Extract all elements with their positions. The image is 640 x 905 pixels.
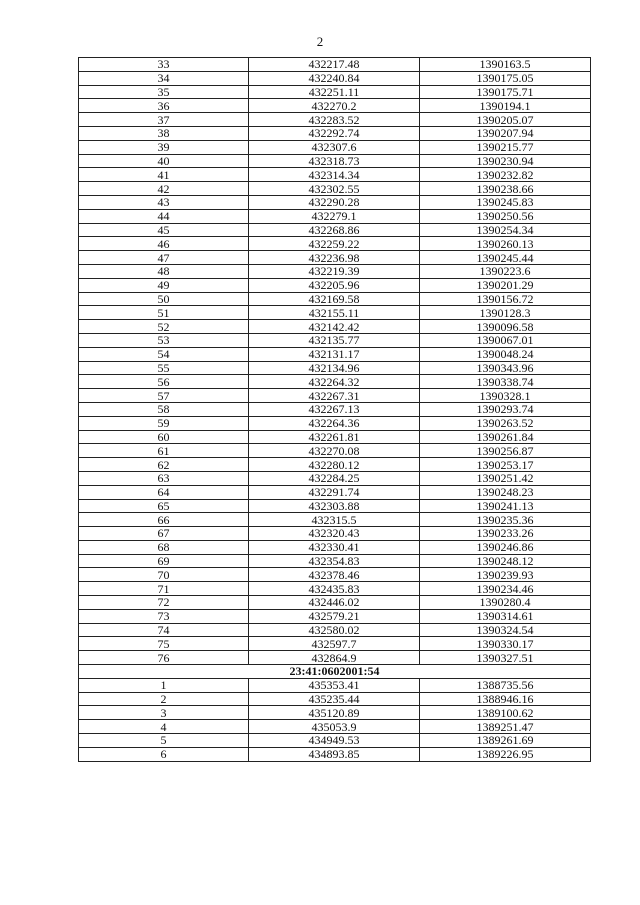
table-row xyxy=(79,347,591,361)
table-row xyxy=(79,637,591,651)
table-row xyxy=(79,375,591,389)
x-coordinate-cell: 432135.77 xyxy=(249,333,420,347)
x-coordinate-cell: 432446.02 xyxy=(249,596,420,610)
table-row xyxy=(79,113,591,127)
y-coordinate-cell: 1390175.05 xyxy=(420,71,591,85)
x-coordinate-cell: 432435.83 xyxy=(249,582,420,596)
x-coordinate-cell: 432354.83 xyxy=(249,554,420,568)
point-number-cell: 45 xyxy=(79,223,249,237)
table-row xyxy=(79,195,591,209)
y-coordinate-cell: 1390067.01 xyxy=(420,333,591,347)
y-coordinate-cell: 1390238.66 xyxy=(420,182,591,196)
point-number-cell: 62 xyxy=(79,458,249,472)
point-number-cell: 47 xyxy=(79,251,249,265)
table-row xyxy=(79,320,591,334)
x-coordinate-cell: 432268.86 xyxy=(249,223,420,237)
x-coordinate-cell: 432217.48 xyxy=(249,58,420,72)
y-coordinate-cell: 1390263.52 xyxy=(420,416,591,430)
point-number-cell: 63 xyxy=(79,471,249,485)
point-number-cell: 65 xyxy=(79,499,249,513)
table-row xyxy=(79,747,591,761)
y-coordinate-cell: 1390253.17 xyxy=(420,458,591,472)
point-number-cell: 48 xyxy=(79,264,249,278)
point-number-cell: 75 xyxy=(79,637,249,651)
y-coordinate-cell: 1390327.51 xyxy=(420,651,591,665)
table-row xyxy=(79,706,591,720)
y-coordinate-cell: 1390338.74 xyxy=(420,375,591,389)
table-row xyxy=(79,140,591,154)
point-number-cell: 73 xyxy=(79,609,249,623)
y-coordinate-cell: 1390251.42 xyxy=(420,471,591,485)
x-coordinate-cell: 432205.96 xyxy=(249,278,420,292)
y-coordinate-cell: 1388735.56 xyxy=(420,678,591,692)
y-coordinate-cell: 1390248.23 xyxy=(420,485,591,499)
y-coordinate-cell: 1389226.95 xyxy=(420,747,591,761)
x-coordinate-cell: 432267.13 xyxy=(249,402,420,416)
y-coordinate-cell: 1390248.12 xyxy=(420,554,591,568)
point-number-cell: 54 xyxy=(79,347,249,361)
y-coordinate-cell: 1389100.62 xyxy=(420,706,591,720)
table-row xyxy=(79,513,591,527)
y-coordinate-cell: 1390260.13 xyxy=(420,237,591,251)
x-coordinate-cell: 435353.41 xyxy=(249,678,420,692)
y-coordinate-cell: 1390207.94 xyxy=(420,126,591,140)
table-row xyxy=(79,416,591,430)
x-coordinate-cell: 432314.34 xyxy=(249,168,420,182)
y-coordinate-cell: 1390256.87 xyxy=(420,444,591,458)
y-coordinate-cell: 1390293.74 xyxy=(420,402,591,416)
coordinates-table xyxy=(78,57,591,762)
point-number-cell: 3 xyxy=(79,706,249,720)
point-number-cell: 53 xyxy=(79,333,249,347)
y-coordinate-cell: 1390239.93 xyxy=(420,568,591,582)
table-row xyxy=(79,444,591,458)
x-coordinate-cell: 432290.28 xyxy=(249,195,420,209)
table-row xyxy=(79,651,591,665)
y-coordinate-cell: 1390096.58 xyxy=(420,320,591,334)
point-number-cell: 37 xyxy=(79,113,249,127)
point-number-cell: 69 xyxy=(79,554,249,568)
x-coordinate-cell: 435053.9 xyxy=(249,720,420,734)
x-coordinate-cell: 432236.98 xyxy=(249,251,420,265)
table-row xyxy=(79,471,591,485)
point-number-cell: 41 xyxy=(79,168,249,182)
table-row xyxy=(79,333,591,347)
x-coordinate-cell: 432261.81 xyxy=(249,430,420,444)
x-coordinate-cell: 432280.12 xyxy=(249,458,420,472)
point-number-cell: 4 xyxy=(79,720,249,734)
x-coordinate-cell: 432292.74 xyxy=(249,126,420,140)
table-row xyxy=(79,720,591,734)
table-row xyxy=(79,678,591,692)
table-row xyxy=(79,485,591,499)
x-coordinate-cell: 432169.58 xyxy=(249,292,420,306)
y-coordinate-cell: 1390343.96 xyxy=(420,361,591,375)
y-coordinate-cell: 1390314.61 xyxy=(420,609,591,623)
point-number-cell: 76 xyxy=(79,651,249,665)
x-coordinate-cell: 432330.41 xyxy=(249,540,420,554)
table-row xyxy=(79,596,591,610)
x-coordinate-cell: 432307.6 xyxy=(249,140,420,154)
x-coordinate-cell: 432270.2 xyxy=(249,99,420,113)
point-number-cell: 71 xyxy=(79,582,249,596)
point-number-cell: 59 xyxy=(79,416,249,430)
x-coordinate-cell: 432315.5 xyxy=(249,513,420,527)
x-coordinate-cell: 435235.44 xyxy=(249,692,420,706)
table-row xyxy=(79,527,591,541)
point-number-cell: 5 xyxy=(79,734,249,748)
point-number-cell: 56 xyxy=(79,375,249,389)
y-coordinate-cell: 1390128.3 xyxy=(420,306,591,320)
point-number-cell: 44 xyxy=(79,209,249,223)
table-row xyxy=(79,292,591,306)
x-coordinate-cell: 432219.39 xyxy=(249,264,420,278)
section-header-group xyxy=(79,665,591,679)
point-number-cell: 67 xyxy=(79,527,249,541)
y-coordinate-cell: 1390230.94 xyxy=(420,154,591,168)
y-coordinate-cell: 1390235.36 xyxy=(420,513,591,527)
table-row xyxy=(79,430,591,444)
table-row xyxy=(79,223,591,237)
table-row xyxy=(79,609,591,623)
point-number-cell: 51 xyxy=(79,306,249,320)
point-number-cell: 74 xyxy=(79,623,249,637)
y-coordinate-cell: 1390201.29 xyxy=(420,278,591,292)
y-coordinate-cell: 1390330.17 xyxy=(420,637,591,651)
point-number-cell: 40 xyxy=(79,154,249,168)
point-number-cell: 38 xyxy=(79,126,249,140)
point-number-cell: 60 xyxy=(79,430,249,444)
y-coordinate-cell: 1390205.07 xyxy=(420,113,591,127)
table-row xyxy=(79,499,591,513)
x-coordinate-cell: 434893.85 xyxy=(249,747,420,761)
table-row xyxy=(79,458,591,472)
table-row xyxy=(79,568,591,582)
x-coordinate-cell: 432264.32 xyxy=(249,375,420,389)
y-coordinate-cell: 1390233.26 xyxy=(420,527,591,541)
y-coordinate-cell: 1390175.71 xyxy=(420,85,591,99)
point-number-cell: 6 xyxy=(79,747,249,761)
point-number-cell: 72 xyxy=(79,596,249,610)
y-coordinate-cell: 1390324.54 xyxy=(420,623,591,637)
x-coordinate-cell: 432378.46 xyxy=(249,568,420,582)
point-number-cell: 68 xyxy=(79,540,249,554)
point-number-cell: 43 xyxy=(79,195,249,209)
table-row xyxy=(79,71,591,85)
table-row xyxy=(79,692,591,706)
y-coordinate-cell: 1390232.82 xyxy=(420,168,591,182)
y-coordinate-cell: 1390163.5 xyxy=(420,58,591,72)
point-number-cell: 2 xyxy=(79,692,249,706)
y-coordinate-cell: 1390223.6 xyxy=(420,264,591,278)
table-row xyxy=(79,126,591,140)
table-row xyxy=(79,361,591,375)
x-coordinate-cell: 432264.36 xyxy=(249,416,420,430)
point-number-cell: 66 xyxy=(79,513,249,527)
point-number-cell: 35 xyxy=(79,85,249,99)
table-row xyxy=(79,99,591,113)
point-number-cell: 70 xyxy=(79,568,249,582)
cadastral-number-label: 23:41:0602001:54 xyxy=(79,665,591,679)
x-coordinate-cell: 434949.53 xyxy=(249,734,420,748)
y-coordinate-cell: 1390328.1 xyxy=(420,389,591,403)
coordinates-table-body-part2 xyxy=(79,678,591,761)
x-coordinate-cell: 432155.11 xyxy=(249,306,420,320)
table-row xyxy=(79,582,591,596)
table-row xyxy=(79,389,591,403)
x-coordinate-cell: 432320.43 xyxy=(249,527,420,541)
table-row xyxy=(79,182,591,196)
point-number-cell: 36 xyxy=(79,99,249,113)
point-number-cell: 42 xyxy=(79,182,249,196)
y-coordinate-cell: 1389251.47 xyxy=(420,720,591,734)
table-row xyxy=(79,734,591,748)
y-coordinate-cell: 1390048.24 xyxy=(420,347,591,361)
point-number-cell: 49 xyxy=(79,278,249,292)
x-coordinate-cell: 432302.55 xyxy=(249,182,420,196)
y-coordinate-cell: 1388946.16 xyxy=(420,692,591,706)
y-coordinate-cell: 1390241.13 xyxy=(420,499,591,513)
table-row xyxy=(79,540,591,554)
table-row xyxy=(79,623,591,637)
table-row xyxy=(79,306,591,320)
x-coordinate-cell: 432251.11 xyxy=(249,85,420,99)
x-coordinate-cell: 432279.1 xyxy=(249,209,420,223)
x-coordinate-cell: 432240.84 xyxy=(249,71,420,85)
y-coordinate-cell: 1390246.86 xyxy=(420,540,591,554)
table-row xyxy=(79,209,591,223)
x-coordinate-cell: 432580.02 xyxy=(249,623,420,637)
coordinates-table-body-part1 xyxy=(79,58,591,665)
point-number-cell: 52 xyxy=(79,320,249,334)
x-coordinate-cell: 432134.96 xyxy=(249,361,420,375)
x-coordinate-cell: 432131.17 xyxy=(249,347,420,361)
point-number-cell: 64 xyxy=(79,485,249,499)
table-row xyxy=(79,168,591,182)
table-row xyxy=(79,154,591,168)
point-number-cell: 1 xyxy=(79,678,249,692)
x-coordinate-cell: 435120.89 xyxy=(249,706,420,720)
x-coordinate-cell: 432864.9 xyxy=(249,651,420,665)
point-number-cell: 61 xyxy=(79,444,249,458)
table-row xyxy=(79,278,591,292)
y-coordinate-cell: 1390245.83 xyxy=(420,195,591,209)
x-coordinate-cell: 432579.21 xyxy=(249,609,420,623)
point-number-cell: 58 xyxy=(79,402,249,416)
x-coordinate-cell: 432318.73 xyxy=(249,154,420,168)
point-number-cell: 33 xyxy=(79,58,249,72)
x-coordinate-cell: 432283.52 xyxy=(249,113,420,127)
x-coordinate-cell: 432291.74 xyxy=(249,485,420,499)
x-coordinate-cell: 432303.88 xyxy=(249,499,420,513)
table-row xyxy=(79,237,591,251)
y-coordinate-cell: 1390261.84 xyxy=(420,430,591,444)
x-coordinate-cell: 432259.22 xyxy=(249,237,420,251)
y-coordinate-cell: 1390234.46 xyxy=(420,582,591,596)
y-coordinate-cell: 1390250.56 xyxy=(420,209,591,223)
point-number-cell: 34 xyxy=(79,71,249,85)
y-coordinate-cell: 1390194.1 xyxy=(420,99,591,113)
y-coordinate-cell: 1390156.72 xyxy=(420,292,591,306)
table-row xyxy=(79,554,591,568)
y-coordinate-cell: 1390245.44 xyxy=(420,251,591,265)
y-coordinate-cell: 1390280.4 xyxy=(420,596,591,610)
point-number-cell: 50 xyxy=(79,292,249,306)
table-row xyxy=(79,264,591,278)
section-header-row xyxy=(79,665,591,679)
point-number-cell: 46 xyxy=(79,237,249,251)
y-coordinate-cell: 1389261.69 xyxy=(420,734,591,748)
point-number-cell: 55 xyxy=(79,361,249,375)
x-coordinate-cell: 432142.42 xyxy=(249,320,420,334)
table-row xyxy=(79,251,591,265)
y-coordinate-cell: 1390215.77 xyxy=(420,140,591,154)
x-coordinate-cell: 432270.08 xyxy=(249,444,420,458)
point-number-cell: 39 xyxy=(79,140,249,154)
table-row xyxy=(79,58,591,72)
table-row xyxy=(79,85,591,99)
table-row xyxy=(79,402,591,416)
point-number-cell: 57 xyxy=(79,389,249,403)
page-number: 2 xyxy=(316,34,324,49)
y-coordinate-cell: 1390254.34 xyxy=(420,223,591,237)
x-coordinate-cell: 432284.25 xyxy=(249,471,420,485)
x-coordinate-cell: 432597.7 xyxy=(249,637,420,651)
x-coordinate-cell: 432267.31 xyxy=(249,389,420,403)
